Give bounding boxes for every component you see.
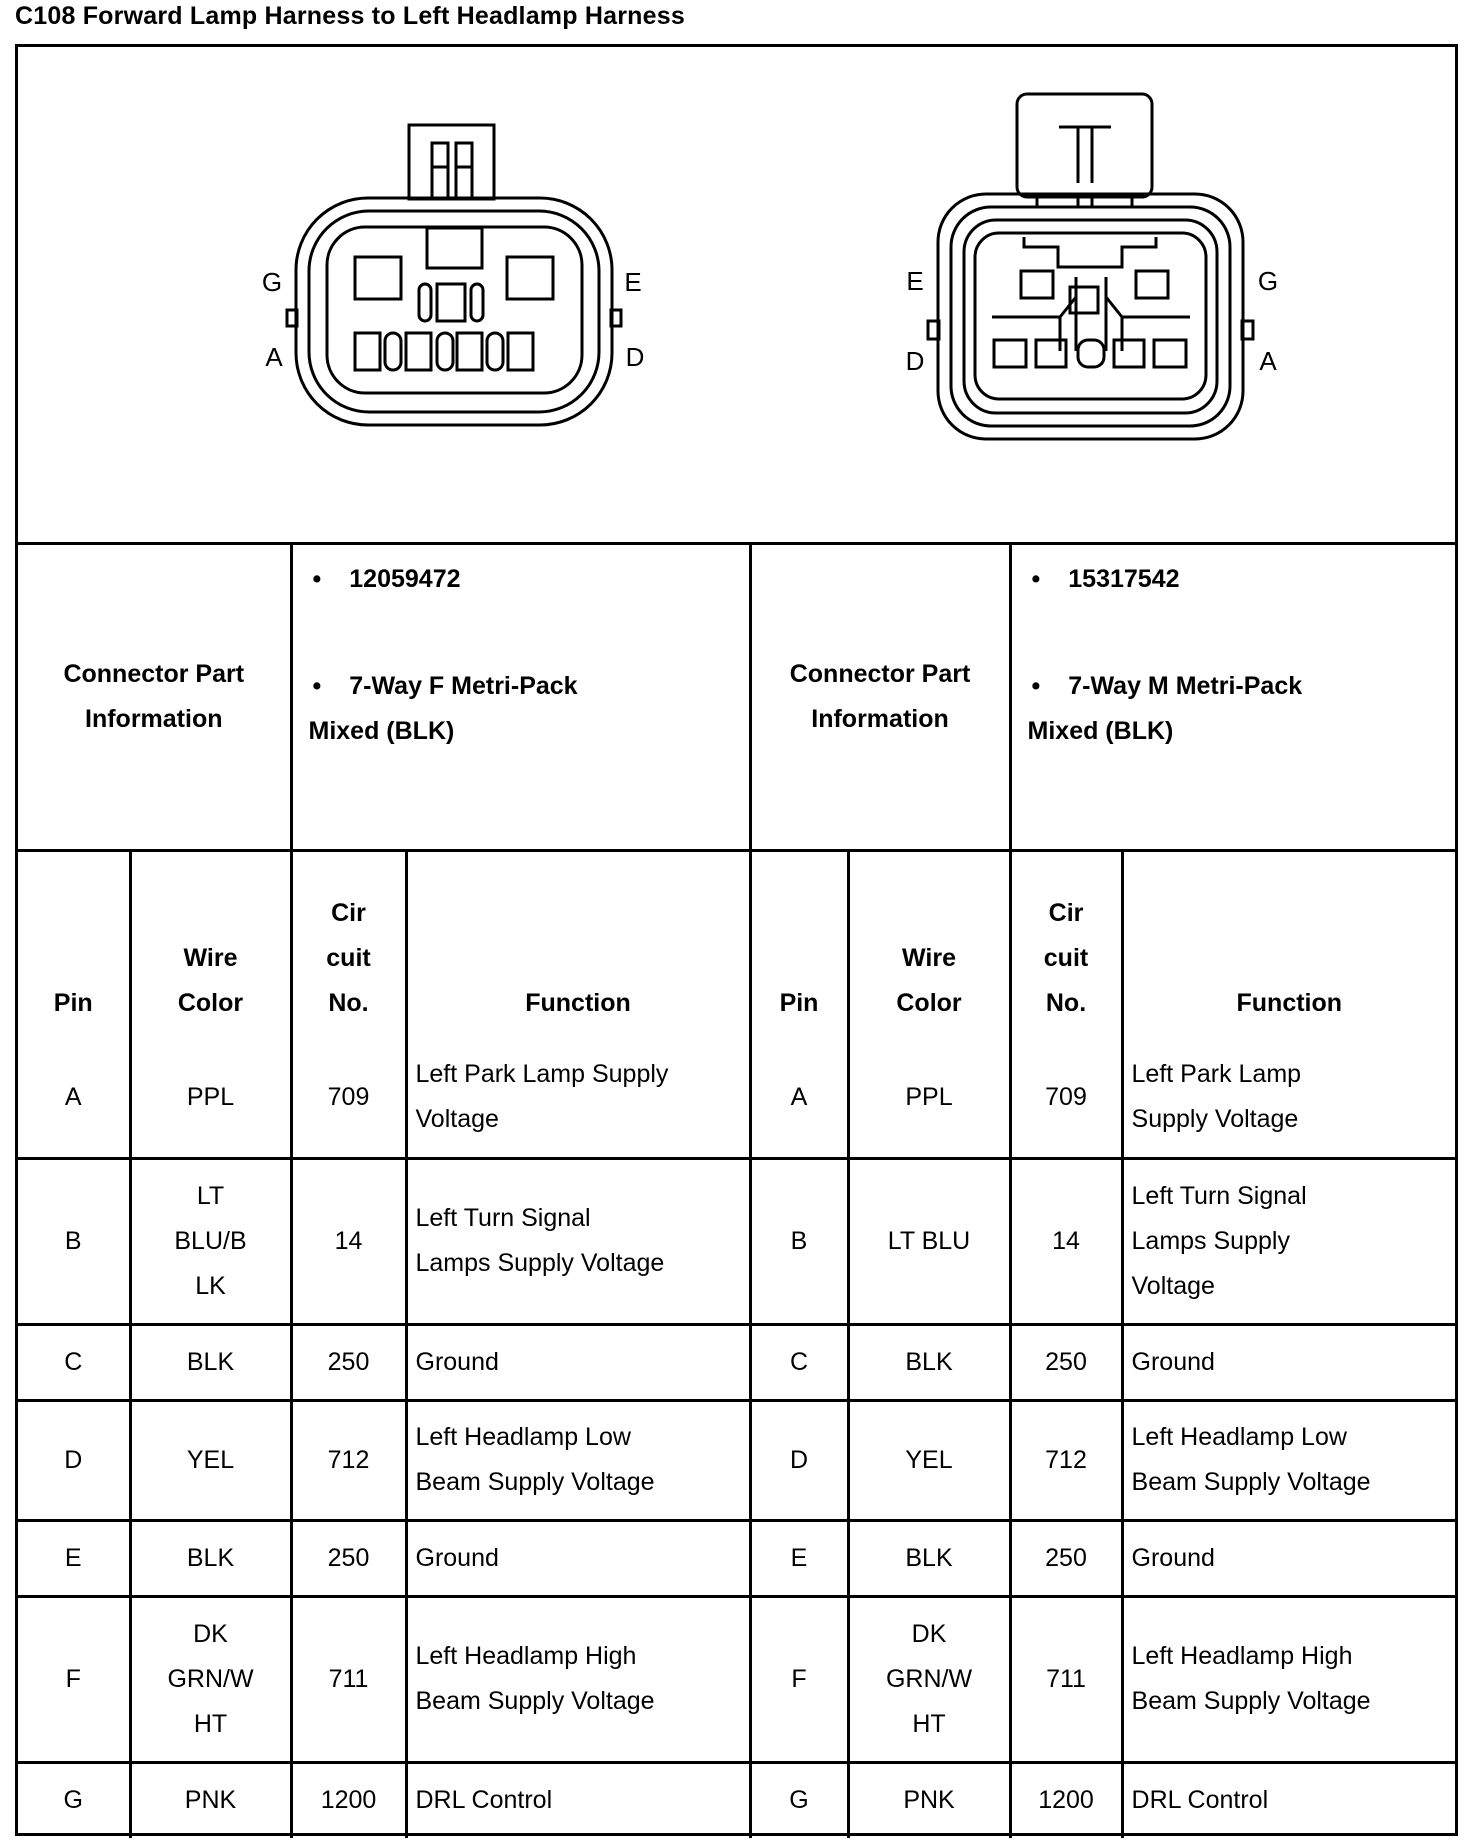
connector-part-info-label-right: Connector Part Information bbox=[750, 545, 1010, 850]
header-function: Function bbox=[1122, 850, 1455, 1038]
pin-cell: F bbox=[750, 1596, 848, 1762]
pin-cell: A bbox=[18, 1038, 130, 1158]
pin-cell: E bbox=[18, 1520, 130, 1596]
right-connector-drawing bbox=[928, 94, 1253, 439]
wire-color-cell: BLK bbox=[848, 1520, 1010, 1596]
connector-info-row bbox=[18, 545, 1455, 850]
wire-color-cell: DK GRN/W HT bbox=[848, 1596, 1010, 1762]
column-header-row bbox=[18, 850, 1455, 1038]
table-row bbox=[18, 1038, 1455, 1158]
right-label-e: E bbox=[906, 266, 924, 296]
wire-color-cell: LT BLU/B LK bbox=[130, 1158, 291, 1324]
left-label-a: A bbox=[265, 342, 283, 372]
header-circuit-no: Cir cuit No. bbox=[1010, 850, 1122, 1038]
function-cell: DRL Control bbox=[406, 1762, 750, 1838]
pin-cell: G bbox=[18, 1762, 130, 1838]
circuit-cell: 712 bbox=[291, 1400, 406, 1520]
left-label-g: G bbox=[261, 267, 283, 297]
connector-diagram bbox=[18, 47, 1455, 545]
circuit-cell: 709 bbox=[291, 1038, 406, 1158]
function-cell: Left Headlamp Low Beam Supply Voltage bbox=[406, 1400, 750, 1520]
circuit-cell: 250 bbox=[291, 1520, 406, 1596]
connector-part-info-label-left: Connector Part Information bbox=[18, 545, 291, 850]
pin-rows bbox=[18, 1038, 1455, 1838]
circuit-cell: 14 bbox=[1010, 1158, 1122, 1324]
wire-color-cell: DK GRN/W HT bbox=[130, 1596, 291, 1762]
header-wire-color: Wire Color bbox=[848, 850, 1010, 1038]
circuit-cell: 14 bbox=[291, 1158, 406, 1324]
circuit-cell: 250 bbox=[1010, 1520, 1122, 1596]
wire-color-cell: YEL bbox=[130, 1400, 291, 1520]
header-wire-color: Wire Color bbox=[130, 850, 291, 1038]
table-row bbox=[18, 1762, 1455, 1838]
table-row bbox=[18, 1400, 1455, 1520]
page-title: C108 Forward Lamp Harness to Left Headlamp Harness bbox=[15, 2, 685, 30]
pin-cell: F bbox=[18, 1596, 130, 1762]
table-row bbox=[18, 1596, 1455, 1762]
wire-color-cell: PNK bbox=[848, 1762, 1010, 1838]
right-label-d: D bbox=[905, 346, 925, 376]
pin-cell: B bbox=[18, 1158, 130, 1324]
circuit-cell: 250 bbox=[1010, 1324, 1122, 1400]
pin-cell: D bbox=[18, 1400, 130, 1520]
circuit-cell: 711 bbox=[291, 1596, 406, 1762]
header-pin: Pin bbox=[750, 850, 848, 1038]
table-row bbox=[18, 1158, 1455, 1324]
part-number: 12059472 bbox=[349, 565, 461, 593]
function-cell: Ground bbox=[406, 1324, 750, 1400]
wire-color-cell: PPL bbox=[130, 1038, 291, 1158]
circuit-cell: 1200 bbox=[291, 1762, 406, 1838]
connector-part-info-left: • 12059472 • 7-Way F Metri-Pack Mixed (BLK) bbox=[291, 545, 750, 850]
left-label-e: E bbox=[624, 267, 642, 297]
wire-color-cell: PNK bbox=[130, 1762, 291, 1838]
function-cell: Left Turn Signal Lamps Supply Voltage bbox=[406, 1158, 750, 1324]
wire-color-cell: BLK bbox=[848, 1324, 1010, 1400]
function-cell: Ground bbox=[1122, 1324, 1455, 1400]
function-cell: Left Headlamp High Beam Supply Voltage bbox=[1122, 1596, 1455, 1762]
wire-color-cell: PPL bbox=[848, 1038, 1010, 1158]
table-row bbox=[18, 1324, 1455, 1400]
function-cell: Left Park Lamp Supply Voltage bbox=[406, 1038, 750, 1158]
connector-part-info-right: • 15317542 • 7-Way M Metri-Pack Mixed (BLK) bbox=[1010, 545, 1455, 850]
wire-color-cell: LT BLU bbox=[848, 1158, 1010, 1324]
pin-cell: C bbox=[750, 1324, 848, 1400]
right-label-g: G bbox=[1257, 266, 1279, 296]
pin-cell: G bbox=[750, 1762, 848, 1838]
header-circuit-no: Cir cuit No. bbox=[291, 850, 406, 1038]
connector-document bbox=[15, 44, 1458, 1836]
left-label-d: D bbox=[625, 342, 645, 372]
pin-cell: C bbox=[18, 1324, 130, 1400]
pin-cell: D bbox=[750, 1400, 848, 1520]
wire-color-cell: BLK bbox=[130, 1324, 291, 1400]
function-cell: Left Headlamp Low Beam Supply Voltage bbox=[1122, 1400, 1455, 1520]
circuit-cell: 1200 bbox=[1010, 1762, 1122, 1838]
function-cell: Left Turn Signal Lamps Supply Voltage bbox=[1122, 1158, 1455, 1324]
pinout-table bbox=[18, 545, 1455, 1838]
circuit-cell: 709 bbox=[1010, 1038, 1122, 1158]
pin-cell: E bbox=[750, 1520, 848, 1596]
left-connector-drawing bbox=[287, 125, 621, 425]
part-number: 15317542 bbox=[1068, 565, 1180, 593]
function-cell: Ground bbox=[1122, 1520, 1455, 1596]
function-cell: DRL Control bbox=[1122, 1762, 1455, 1838]
right-label-a: A bbox=[1259, 346, 1277, 376]
wire-color-cell: BLK bbox=[130, 1520, 291, 1596]
circuit-cell: 712 bbox=[1010, 1400, 1122, 1520]
pin-cell: A bbox=[750, 1038, 848, 1158]
table-row bbox=[18, 1520, 1455, 1596]
function-cell: Ground bbox=[406, 1520, 750, 1596]
wire-color-cell: YEL bbox=[848, 1400, 1010, 1520]
header-function: Function bbox=[406, 850, 750, 1038]
circuit-cell: 711 bbox=[1010, 1596, 1122, 1762]
header-pin: Pin bbox=[18, 850, 130, 1038]
function-cell: Left Park Lamp Supply Voltage bbox=[1122, 1038, 1455, 1158]
circuit-cell: 250 bbox=[291, 1324, 406, 1400]
function-cell: Left Headlamp High Beam Supply Voltage bbox=[406, 1596, 750, 1762]
pin-cell: B bbox=[750, 1158, 848, 1324]
